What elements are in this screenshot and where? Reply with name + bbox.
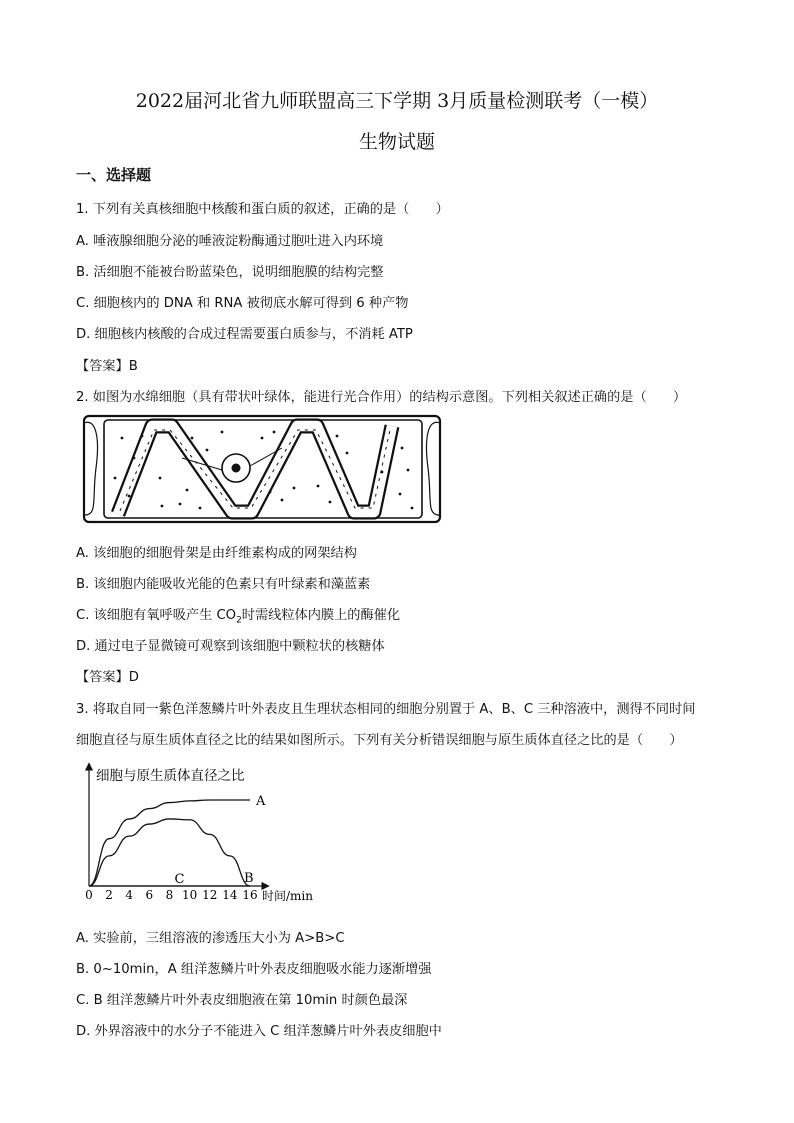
- option-c-text-before: C. 该细胞有氧呼吸产生 CO: [76, 608, 237, 623]
- question-2-stem: 2. 如图为水绵细胞（具有带状叶绿体，能进行光合作用）的结构示意图。下列相关叙述正确的是（ ）: [76, 390, 687, 405]
- y-axis-label: 细胞与原生质体直径之比: [96, 768, 245, 784]
- x-tick-label: 8: [165, 888, 174, 902]
- page-subtitle: 生物试题: [358, 131, 435, 153]
- page-title: 2022届河北省九师联盟高三下学期 3月质量检测联考（一模）: [135, 90, 659, 112]
- cell-end-left: [84, 422, 98, 515]
- series-label-b: B: [244, 871, 254, 886]
- x-tick-labels: [85, 888, 257, 902]
- question-2-option-d: D. 通过电子显微镜可观察到该细胞中颗粒状的核糖体: [76, 639, 385, 654]
- x-tick-label: 14: [222, 888, 238, 902]
- question-2-option-c: [76, 604, 400, 626]
- question-3-stem-line-2: 细胞直径与原生质体直径之比的结果如图所示。下列有关分析错误细胞与原生质体直径之比的是（ ）: [76, 733, 683, 748]
- answer-value: B: [128, 359, 138, 374]
- cell-end-right: [427, 422, 441, 515]
- series-labels: [175, 794, 266, 887]
- question-3-option-a: A. 实验前，三组溶液的渗透压大小为 A>B>C: [76, 931, 345, 946]
- question-1-answer: [76, 355, 138, 374]
- question-3-option-c: C. B 组洋葱鳞片叶外表皮细胞液在第 10min 时颜色最深: [76, 993, 408, 1008]
- series-line-a: [89, 800, 250, 886]
- series-line-b: [89, 819, 250, 886]
- series-label-c: C: [174, 872, 185, 887]
- x-tick-label: 2: [105, 888, 113, 902]
- question-1-option-d: D. 细胞核内核酸的合成过程需要蛋白质参与，不消耗 ATP: [76, 327, 413, 342]
- x-tick-label: 16: [242, 888, 258, 902]
- answer-label: 【答案】: [76, 670, 129, 685]
- series-label-a: A: [256, 794, 266, 809]
- question-2-option-b: B. 该细胞内能吸收光能的色素只有叶绿素和藻蓝素: [76, 577, 371, 592]
- x-tick-label: 6: [145, 888, 154, 902]
- x-tick-label: 12: [202, 888, 218, 902]
- option-c-text-after: 时需线粒体内膜上的酶催化: [241, 608, 401, 623]
- question-1-stem: 1. 下列有关真核细胞中核酸和蛋白质的叙述，正确的是（ ）: [76, 202, 449, 217]
- answer-value: D: [128, 670, 139, 685]
- question-2-answer: [76, 666, 139, 685]
- nucleolus: [232, 464, 241, 473]
- question-2-option-a: A. 该细胞的细胞骨架是由纤维素构成的网架结构: [76, 546, 357, 561]
- question-1-option-a: A. 唾液腺细胞分泌的唾液淀粉酶通过胞吐进入内环境: [76, 234, 384, 249]
- x-tick-label: 10: [181, 888, 198, 902]
- question-3-stem-line-1: 3. 将取自同一紫色洋葱鳞片叶外表皮且生理状态相同的细胞分别置于 A、B、C 三种溶液中，测得不同时间: [76, 702, 696, 717]
- series-lines: [89, 800, 250, 886]
- section-heading: 一、选择题: [76, 166, 152, 184]
- spirogyra-cell-diagram: [82, 408, 442, 530]
- question-3-option-d: D. 外界溶液中的水分子不能进入 C 组洋葱鳞片叶外表皮细胞中: [76, 1024, 442, 1039]
- x-tick-label: 0: [85, 888, 93, 902]
- x-tick-label: 4: [125, 888, 134, 902]
- x-axis-label: 时间/min: [262, 889, 313, 903]
- co2-subscript: 2: [236, 615, 242, 626]
- answer-label: 【答案】: [76, 359, 129, 374]
- question-3-option-b: B. 0~10min，A 组洋葱鳞片叶外表皮细胞吸水能力逐渐增强: [76, 962, 432, 977]
- question-1-option-c: C. 细胞核内的 DNA 和 RNA 被彻底水解可得到 6 种产物: [76, 296, 409, 311]
- diameter-ratio-chart: [72, 760, 342, 910]
- question-1-option-b: B. 活细胞不能被台盼蓝染色，说明细胞膜的结构完整: [76, 265, 384, 280]
